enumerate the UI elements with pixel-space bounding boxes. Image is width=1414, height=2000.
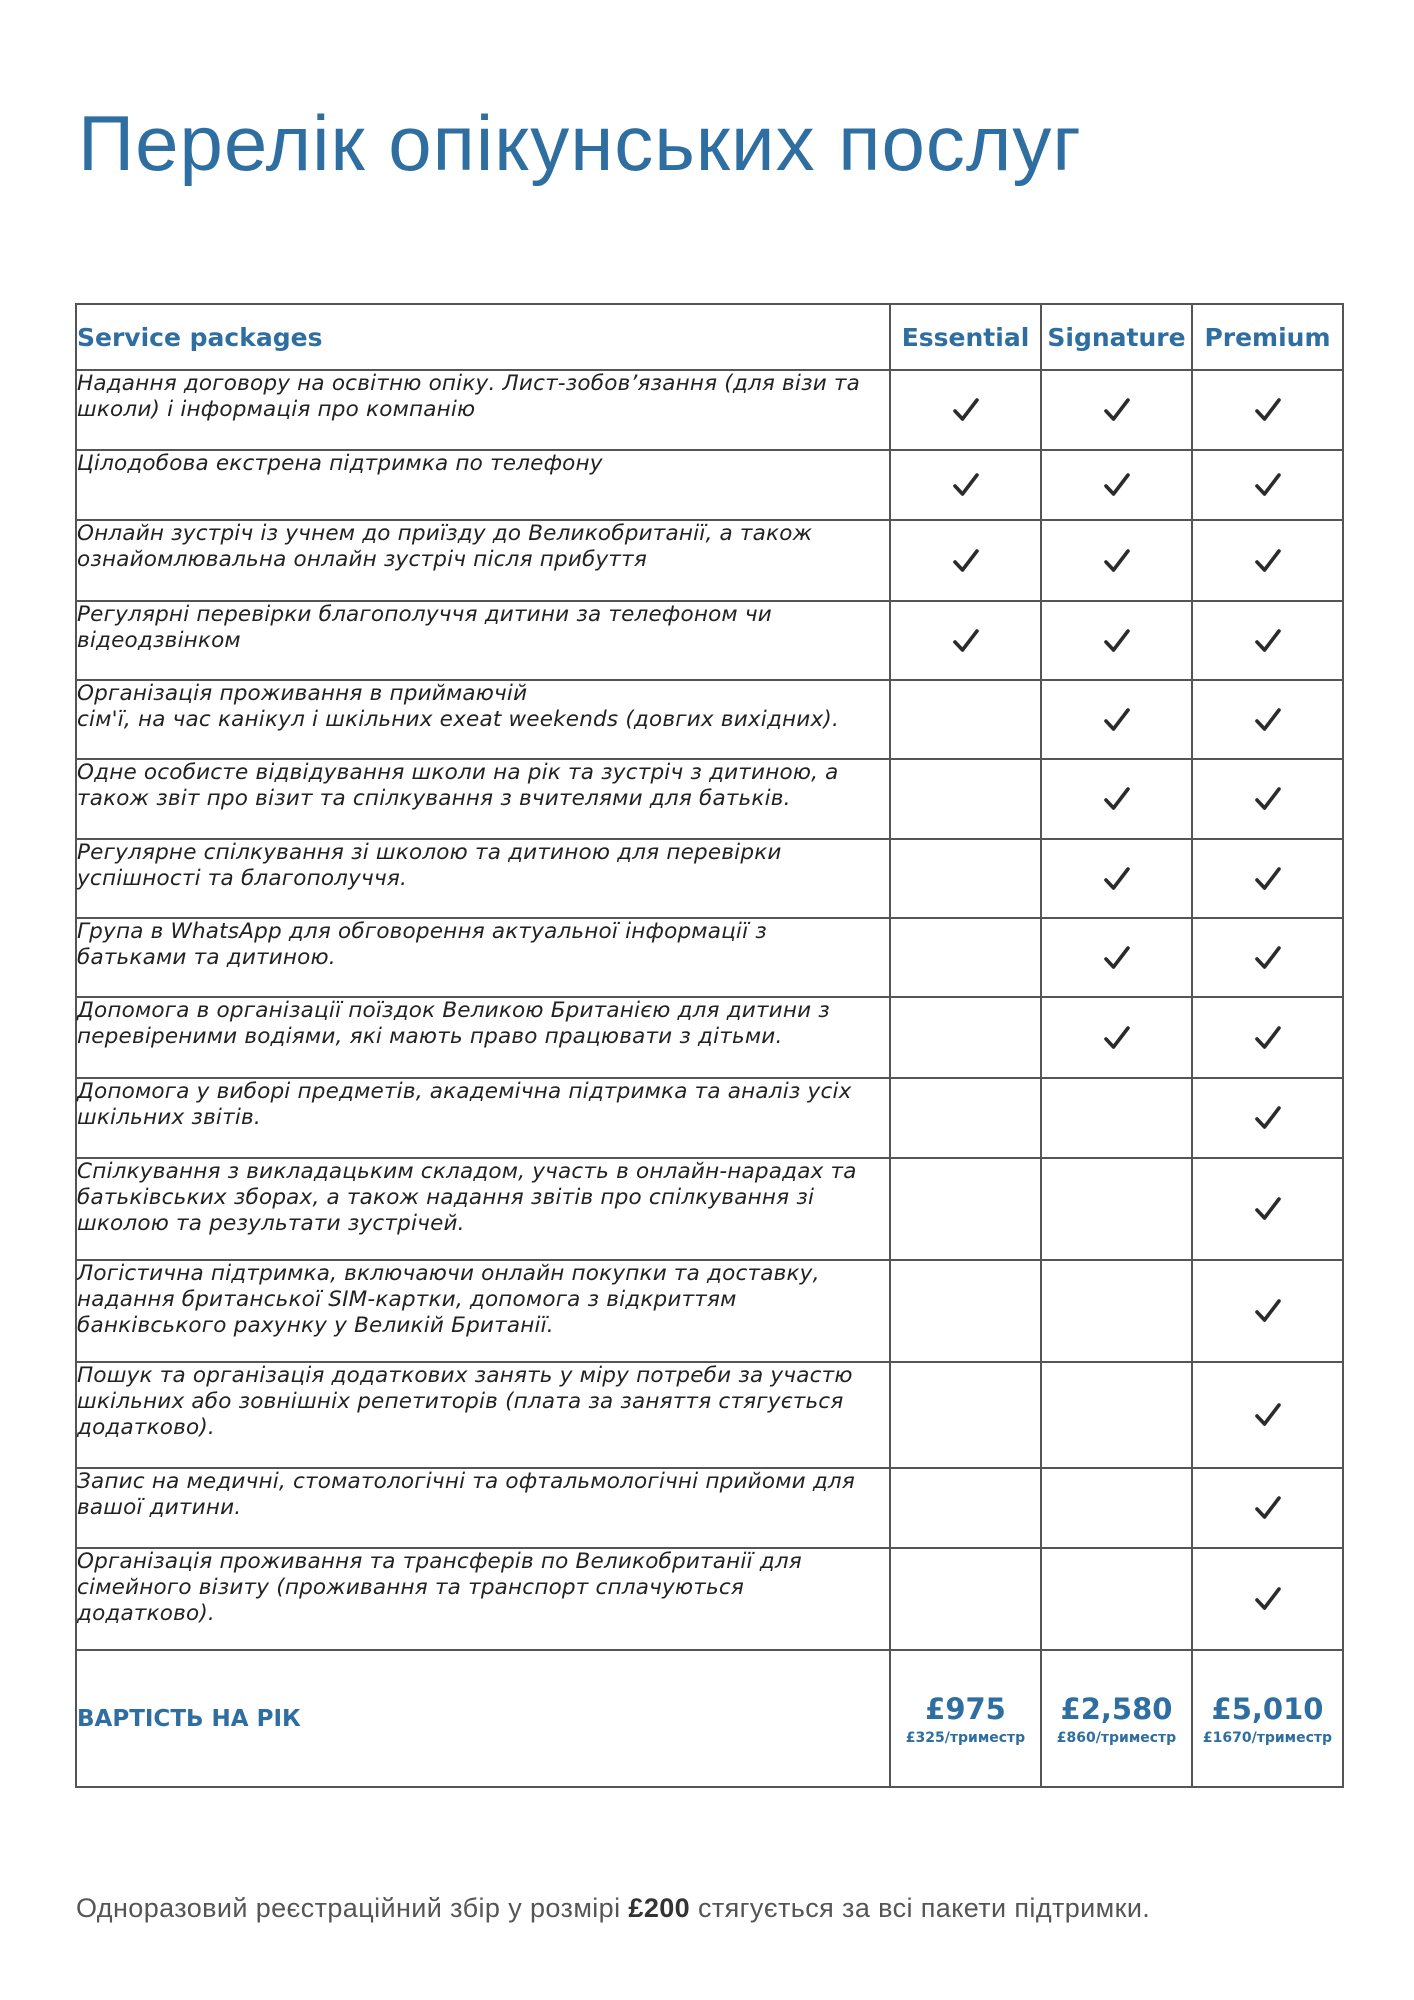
table-row bbox=[76, 1158, 1343, 1260]
table-row bbox=[76, 1468, 1343, 1548]
footnote-text-before: Одноразовий реєстраційний збір у розмірі bbox=[76, 1893, 629, 1923]
included-cell-essential bbox=[890, 1468, 1041, 1548]
included-cell-signature bbox=[1041, 601, 1192, 680]
service-description: Група в WhatsApp для обговорення актуальної інформації з батьками та дитиною. bbox=[76, 918, 890, 997]
service-description: Організація проживання та трансферів по Великобританії для сімейного візиту (проживання та транспорт сплачуються додатково). bbox=[76, 1548, 890, 1650]
included-cell-essential bbox=[890, 680, 1041, 759]
table-row bbox=[76, 1362, 1343, 1468]
included-cell-premium bbox=[1192, 680, 1343, 759]
table-row bbox=[76, 601, 1343, 680]
checkmark-icon bbox=[1254, 627, 1282, 655]
table-row bbox=[76, 680, 1343, 759]
table-row bbox=[76, 370, 1343, 450]
included-cell-premium bbox=[1192, 450, 1343, 520]
included-cell-premium bbox=[1192, 601, 1343, 680]
included-cell-essential bbox=[890, 520, 1041, 601]
included-cell-essential bbox=[890, 839, 1041, 918]
table-row bbox=[76, 759, 1343, 839]
included-cell-essential bbox=[890, 370, 1041, 450]
included-cell-essential bbox=[890, 1158, 1041, 1260]
price-row-label: ВАРТІСТЬ НА РІК bbox=[76, 1650, 890, 1787]
included-cell-premium bbox=[1192, 1362, 1343, 1468]
checkmark-icon bbox=[1254, 1024, 1282, 1052]
checkmark-icon bbox=[952, 547, 980, 575]
table-header-row bbox=[76, 304, 1343, 370]
checkmark-icon bbox=[952, 471, 980, 499]
checkmark-icon bbox=[1103, 547, 1131, 575]
checkmark-icon bbox=[1254, 944, 1282, 972]
included-cell-signature bbox=[1041, 1548, 1192, 1650]
price-row bbox=[76, 1650, 1343, 1787]
checkmark-icon bbox=[1254, 396, 1282, 424]
price-essential bbox=[890, 1650, 1041, 1787]
included-cell-essential bbox=[890, 1260, 1041, 1362]
page-title: Перелік опікунських послуг bbox=[78, 99, 1082, 187]
included-cell-signature bbox=[1041, 918, 1192, 997]
service-description: Регулярні перевірки благополуччя дитини за телефоном чи відеодзвінком bbox=[76, 601, 890, 680]
price-signature-term: £860/триместр bbox=[1056, 1729, 1177, 1746]
service-packages-header: Service packages bbox=[76, 304, 890, 370]
checkmark-icon bbox=[952, 627, 980, 655]
footnote-text-after: стягується за всі пакети підтримки. bbox=[690, 1893, 1151, 1923]
price-premium-term: £1670/триместр bbox=[1202, 1729, 1333, 1746]
service-description: Допомога в організації поїздок Великою Британією для дитини з перевіреними водіями, які мають право працювати з дітьми. bbox=[76, 997, 890, 1078]
included-cell-signature bbox=[1041, 680, 1192, 759]
included-cell-essential bbox=[890, 997, 1041, 1078]
included-cell-premium bbox=[1192, 1548, 1343, 1650]
included-cell-essential bbox=[890, 450, 1041, 520]
included-cell-signature bbox=[1041, 997, 1192, 1078]
table-row bbox=[76, 997, 1343, 1078]
included-cell-premium bbox=[1192, 1468, 1343, 1548]
service-description: Пошук та організація додаткових занять у міру потреби за участю шкільних або зовнішніх репетиторів (плата за заняття стягується додатково). bbox=[76, 1362, 890, 1468]
checkmark-icon bbox=[1103, 627, 1131, 655]
registration-fee-amount: £200 bbox=[628, 1893, 691, 1923]
service-description: Цілодобова екстрена підтримка по телефону bbox=[76, 450, 890, 520]
service-description: Регулярне спілкування зі школою та дитиною для перевірки успішності та благополуччя. bbox=[76, 839, 890, 918]
service-description: Спілкування з викладацьким складом, участь в онлайн-нарадах та батьківських зборах, а також надання звітів про спілкування зі школою та результати зустрічей. bbox=[76, 1158, 890, 1260]
service-packages-table bbox=[75, 303, 1344, 1788]
price-signature bbox=[1041, 1650, 1192, 1787]
included-cell-premium bbox=[1192, 759, 1343, 839]
checkmark-icon bbox=[1254, 865, 1282, 893]
price-signature-annual: £2,580 bbox=[1060, 1691, 1173, 1726]
included-cell-premium bbox=[1192, 520, 1343, 601]
included-cell-signature bbox=[1041, 1158, 1192, 1260]
table-row bbox=[76, 1548, 1343, 1650]
registration-fee-note bbox=[76, 1893, 1150, 1924]
checkmark-icon bbox=[1254, 1195, 1282, 1223]
service-description: Організація проживання в приймаючій сім'ї, на час канікул і шкільних exeat weekends (довгих вихідних). bbox=[76, 680, 890, 759]
included-cell-signature bbox=[1041, 1468, 1192, 1548]
service-description: Допомога у виборі предметів, академічна підтримка та аналіз усіх шкільних звітів. bbox=[76, 1078, 890, 1158]
price-essential-annual: £975 bbox=[925, 1691, 1006, 1726]
table-row bbox=[76, 450, 1343, 520]
included-cell-signature bbox=[1041, 759, 1192, 839]
checkmark-icon bbox=[1103, 785, 1131, 813]
included-cell-signature bbox=[1041, 1362, 1192, 1468]
service-description: Онлайн зустріч із учнем до приїзду до Великобританії, а також ознайомлювальна онлайн зустріч після прибуття bbox=[76, 520, 890, 601]
checkmark-icon bbox=[1254, 471, 1282, 499]
table-row bbox=[76, 839, 1343, 918]
included-cell-signature bbox=[1041, 839, 1192, 918]
service-description: Логістична підтримка, включаючи онлайн покупки та доставку, надання британської SIM-картки, допомога з відкриттям банківського рахунку у Великій Британії. bbox=[76, 1260, 890, 1362]
included-cell-signature bbox=[1041, 1260, 1192, 1362]
service-description: Запис на медичні, стоматологічні та офтальмологічні прийоми для вашої дитини. bbox=[76, 1468, 890, 1548]
included-cell-premium bbox=[1192, 1260, 1343, 1362]
checkmark-icon bbox=[1103, 471, 1131, 499]
included-cell-essential bbox=[890, 1548, 1041, 1650]
checkmark-icon bbox=[1103, 1024, 1131, 1052]
service-description: Одне особисте відвідування школи на рік та зустріч з дитиною, а також звіт про візит та спілкування з вчителями для батьків. bbox=[76, 759, 890, 839]
package-header-essential: Essential bbox=[890, 304, 1041, 370]
included-cell-premium bbox=[1192, 1158, 1343, 1260]
price-premium bbox=[1192, 1650, 1343, 1787]
included-cell-premium bbox=[1192, 839, 1343, 918]
included-cell-essential bbox=[890, 1362, 1041, 1468]
package-header-signature: Signature bbox=[1041, 304, 1192, 370]
checkmark-icon bbox=[1254, 1585, 1282, 1613]
service-rows bbox=[76, 370, 1343, 1650]
included-cell-premium bbox=[1192, 997, 1343, 1078]
checkmark-icon bbox=[1103, 706, 1131, 734]
included-cell-signature bbox=[1041, 520, 1192, 601]
checkmark-icon bbox=[1254, 785, 1282, 813]
included-cell-essential bbox=[890, 601, 1041, 680]
included-cell-signature bbox=[1041, 1078, 1192, 1158]
checkmark-icon bbox=[952, 396, 980, 424]
checkmark-icon bbox=[1254, 1297, 1282, 1325]
included-cell-essential bbox=[890, 918, 1041, 997]
checkmark-icon bbox=[1254, 1104, 1282, 1132]
package-header-premium: Premium bbox=[1192, 304, 1343, 370]
checkmark-icon bbox=[1103, 396, 1131, 424]
included-cell-essential bbox=[890, 1078, 1041, 1158]
price-premium-annual: £5,010 bbox=[1211, 1691, 1324, 1726]
included-cell-premium bbox=[1192, 370, 1343, 450]
checkmark-icon bbox=[1103, 865, 1131, 893]
price-essential-term: £325/триместр bbox=[905, 1729, 1026, 1746]
checkmark-icon bbox=[1254, 547, 1282, 575]
included-cell-essential bbox=[890, 759, 1041, 839]
included-cell-signature bbox=[1041, 450, 1192, 520]
included-cell-signature bbox=[1041, 370, 1192, 450]
table-row bbox=[76, 1260, 1343, 1362]
included-cell-premium bbox=[1192, 1078, 1343, 1158]
checkmark-icon bbox=[1103, 944, 1131, 972]
checkmark-icon bbox=[1254, 1494, 1282, 1522]
table-row bbox=[76, 1078, 1343, 1158]
table-row bbox=[76, 918, 1343, 997]
service-description: Надання договору на освітню опіку. Лист-зобов’язання (для візи та школи) і інформація про компанію bbox=[76, 370, 890, 450]
included-cell-premium bbox=[1192, 918, 1343, 997]
table-row bbox=[76, 520, 1343, 601]
checkmark-icon bbox=[1254, 706, 1282, 734]
checkmark-icon bbox=[1254, 1401, 1282, 1429]
